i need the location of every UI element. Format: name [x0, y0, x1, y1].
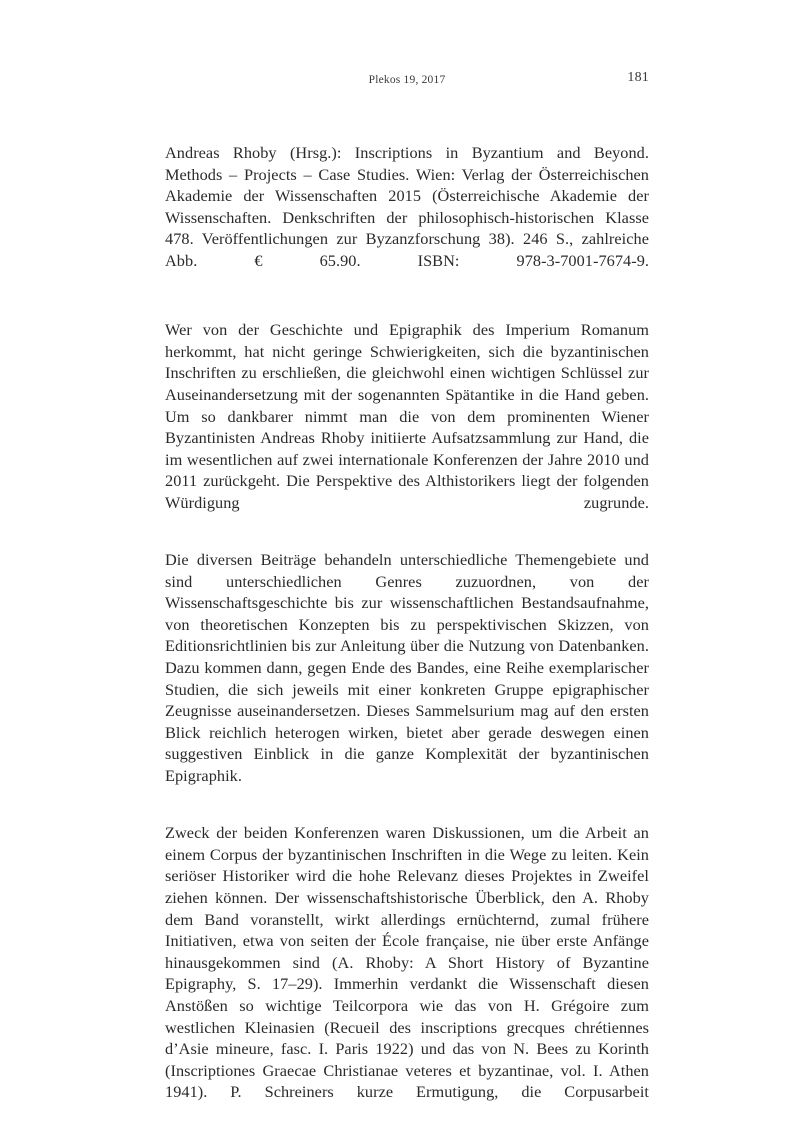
journal-title-header: Plekos 19, 2017 [368, 74, 446, 86]
review-paragraph-3: Zweck der beiden Konferenzen waren Diskussionen, um die Arbeit an einem Corpus der byzantinischen Inschriften in die Wege zu leiten. Kein seriöser Historiker wird die hohe Relevanz dieses Projektes in Zweifel ziehen können. Der wissenschaftshistorische Überblick, den A. Rhoby dem Band voranstellt, wirkt allerdings ernüchternd, zumal frühere Initiativen, etwa von seiten der École française, nie über erste Anfänge hinausgekommen sind (A. Rhoby: A Short History of Byzantine Epigraphy, S. 17–29). Immerhin verdankt die Wissenschaft diesen Anstößen so wichtige Teilcorpora wie das von H. Grégoire zum westlichen Kleinasien (Recueil des inscriptions grecques chrétiennes d’Asie mineure, fasc. I. Paris 1922) und das von N. Bees zu Korinth (Inscriptiones Graecae Christianae veteres et byzantinae, vol. I. Athen 1941). P. Schreiners kurze Ermutigung, die Corpusarbeit [165, 823, 649, 1102]
page-text-block [165, 142, 649, 1125]
page-number: 181 [627, 70, 649, 85]
review-paragraph-2: Die diversen Beiträge behandeln unterschiedliche Themengebiete und sind unterschiedlichen Genres zuzuordnen, von der Wissenschaftsgeschichte bis zur wissenschaftlichen Bestandsaufnahme, von theoretischen Konzepten bis zu perspektivischen Skizzen, von Editionsrichtlinien bis zur Anleitung über die Nutzung von Datenbanken. Dazu kommen dann, gegen Ende des Bandes, eine Reihe exemplarischer Studien, die sich jeweils mit einer konkreten Gruppe epigraphischer Zeugnisse auseinandersetzen. Dieses Sammelsurium mag auf den ersten Blick reichlich heterogen wirken, bietet aber gerade deswegen einen suggestiven Einblick in die ganze Komplexität der byzantinischen Epigraphik. [165, 550, 649, 786]
bibliographic-reference: Andreas Rhoby (Hrsg.): Inscriptions in Byzantium and Beyond. Methods – Projects – Case Studies. Wien: Verlag der Österreichischen Akademie der Wissenschaften 2015 (Österreichische Akademie der Wissenschaften. Denkschriften der philosophisch-historischen Klasse 478. Veröffentlichungen zur Byzanzforschung 38). 246 S., zahlreiche Abb. € 65.90. ISBN: 978-3-7001-7674-9. [165, 143, 649, 270]
running-header [165, 70, 649, 92]
review-paragraph-1: Wer von der Geschichte und Epigraphik des Imperium Romanum herkommt, hat nicht geringe Schwierigkeiten, sich die byzantinischen Inschriften zu erschließen, die gleichwohl einen wichtigen Schlüssel zur Auseinandersetzung mit der sogenannten Spätantike in die Hand geben. Um so dankbarer nimmt man die von dem prominenten Wiener Byzantinisten Andreas Rhoby initiierte Aufsatzsammlung zur Hand, die im wesentlichen auf zwei internationale Konferenzen der Jahre 2010 und 2011 zurückgeht. Die Perspektive des Althistorikers liegt der folgenden Würdigung zugrunde. [165, 320, 649, 512]
